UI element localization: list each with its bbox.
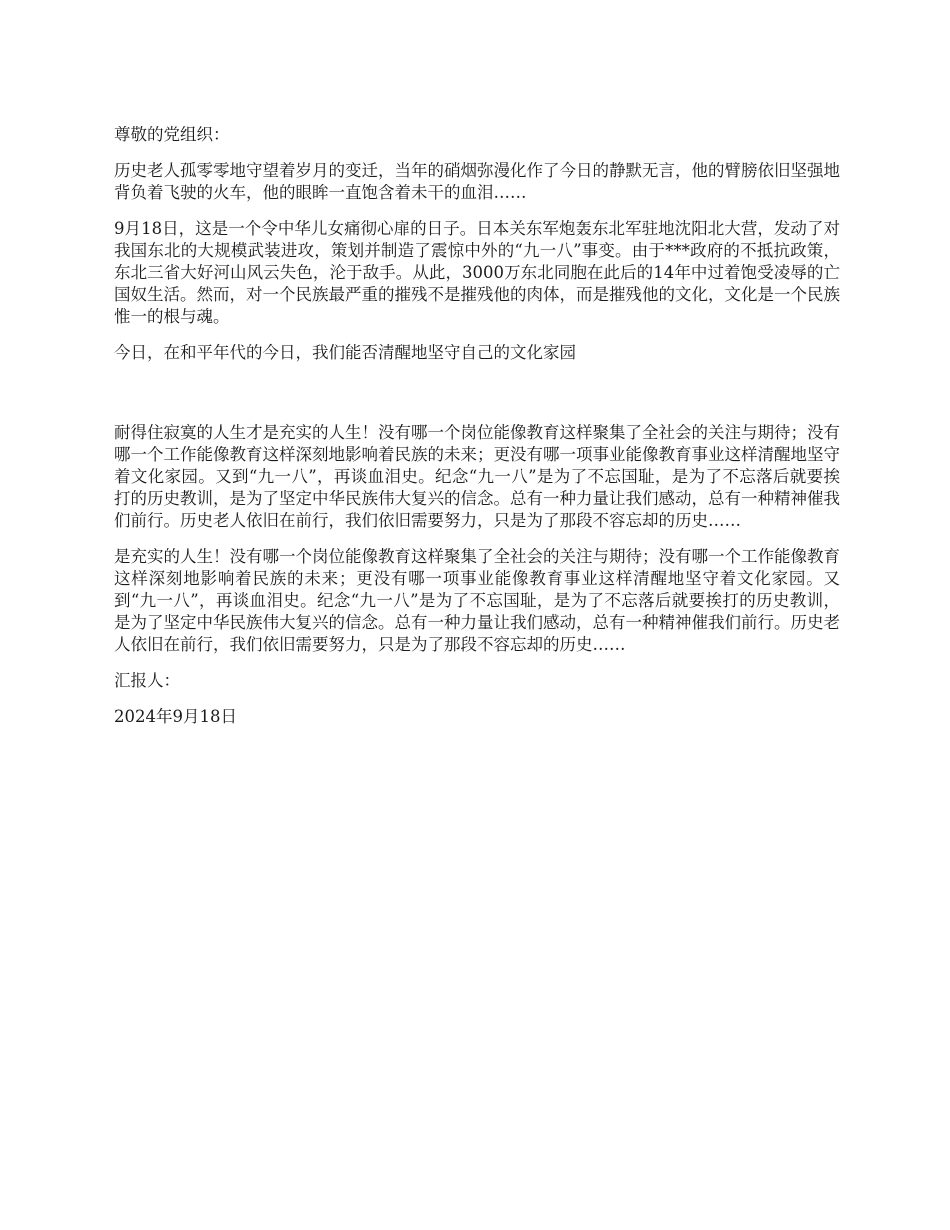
paragraph-2: 9月18日，这是一个令中华儿女痛彻心扉的日子。日本关东军炮轰东北军驻地沈阳北大营，发动了对我国东北的大规模武装进攻，策划并制造了震惊中外的“九一八”事变。由于***政府的不抵抗政策，东北三省大好河山风云失色，沦于敌手。从此，3000万东北同胞在此后的14年中过着饱受凌辱的亡国奴生活。然而，对一个民族最严重的摧残不是摧残他的肉体，而是摧残他的文化，文化是一个民族惟一的根与魂。 <box>114 219 840 326</box>
paragraph-1: 历史老人孤零零地守望着岁月的变迁，当年的硝烟弥漫化作了今日的静默无言，他的臂膀依旧坚强地背负着飞驶的火车，他的眼眸一直饱含着未干的血泪…… <box>114 161 840 202</box>
paragraph-5: 是充实的人生！没有哪一个岗位能像教育这样聚集了全社会的关注与期待；没有哪一个工作能像教育这样深刻地影响着民族的未来；更没有哪一项事业能像教育事业这样清醒地坚守着文化家园。又到“九一八”，再谈血泪史。纪念“九一八”是为了不忘国耻，是为了不忘落后就要挨打的历史教训，是为了坚定中华民族伟大复兴的信念。总有一种力量让我们感动，总有一种精神催我们前行。历史老人依旧在前行，我们依旧需要努力，只是为了那段不容忘却的历史…… <box>114 547 840 654</box>
paragraph-3: 今日，在和平年代的今日，我们能否清醒地坚守自己的文化家园 <box>114 343 576 362</box>
salutation: 尊敬的党组织： <box>114 125 230 144</box>
document-body <box>114 124 840 742</box>
report-date: 2024年9月18日 <box>114 707 237 726</box>
paragraph-4: 耐得住寂寞的人生才是充实的人生！没有哪一个岗位能像教育这样聚集了全社会的关注与期待；没有哪一个工作能像教育这样深刻地影响着民族的未来；更没有哪一项事业能像教育事业这样清醒地坚守着文化家园。又到“九一八”，再谈血泪史。纪念“九一八”是为了不忘国耻，是为了不忘落后就要挨打的历史教训，是为了坚定中华民族伟大复兴的信念。总有一种力量让我们感动，总有一种精神催我们前行。历史老人依旧在前行，我们依旧需要努力，只是为了那段不容忘却的历史…… <box>114 423 840 530</box>
reporter-label: 汇报人： <box>114 671 180 690</box>
